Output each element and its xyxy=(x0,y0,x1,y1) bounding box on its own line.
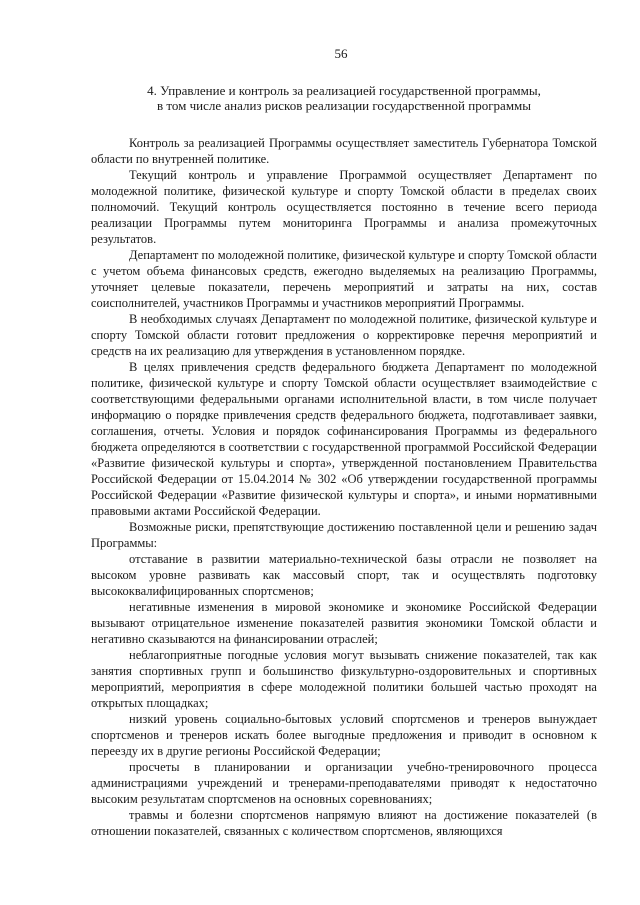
body-text xyxy=(91,135,597,839)
paragraph: В целях привлечения средств федерального бюджета Департамент по молодежной политике, физической культуре и спорту Томской области осуществляет взаимодействие с соответствующими федеральными органами исполнительной власти, в том числе получает информацию о порядке привлечения средств федерального бюджета, подготавливает заявки, соглашения, отчеты. Условия и порядок софинансирования Программы из федерального бюджета определяются в соответствии с государственной программой Российской Федерации «Развитие физической культуры и спорта», утвержденной постановлением Правительства Российской Федерации от 15.04.2014 № 302 «Об утверждении государственной программы Российской Федерации «Развитие физической культуры и спорта», и иными нормативными правовыми актами Российской Федерации. xyxy=(91,360,597,518)
paragraph: просчеты в планировании и организации учебно-тренировочного процесса администрациями учреждений и тренерами-преподавателями приводят к недостаточно высоким результатам спортсменов на основных соревнованиях; xyxy=(91,760,597,806)
paragraph: травмы и болезни спортсменов напрямую влияют на достижение показателей (в отношении показателей, связанных с количеством спортсменов, являющихся xyxy=(91,808,597,838)
section-heading-line-2: в том числе анализ рисков реализации государственной программы xyxy=(156,98,532,113)
section-heading xyxy=(91,83,597,113)
paragraph: неблагоприятные погодные условия могут вызывать снижение показателей, так как занятия спортивных групп и большинство физкультурно-оздоровительных и спортивных мероприятий, мероприятия в сфере молодежной политики большей частью проходят на открытых площадках; xyxy=(91,648,597,710)
paragraph: Департамент по молодежной политике, физической культуре и спорту Томской области с учетом объема финансовых средств, ежегодно выделяемых на реализацию Программы, уточняет целевые показатели, перечень мероприятий и затраты на них, состав соисполнителей, участников Программы и участников мероприятий Программы. xyxy=(91,248,597,310)
paragraph: Контроль за реализацией Программы осуществляет заместитель Губернатора Томской области по внутренней политике. xyxy=(91,136,597,166)
paragraph: В необходимых случаях Департамент по молодежной политике, физической культуре и спорту Томской области готовит предложения о корректировке перечня мероприятий и средств на их реализацию для утверждения в установленном порядке. xyxy=(91,312,597,358)
section-heading-line-1: 4. Управление и контроль за реализацией государственной программы, xyxy=(147,83,541,98)
paragraph: негативные изменения в мировой экономике и экономике Российской Федерации вызывают отрицательное изменение показателей развития экономики Томской области и негативно сказываются на финансировании отраслей; xyxy=(91,600,597,646)
paragraph: Возможные риски, препятствующие достижению поставленной цели и решению задач Программы: xyxy=(91,520,597,550)
paragraph: Текущий контроль и управление Программой осуществляет Департамент по молодежной политике, физической культуре и спорту Томской области в пределах своих полномочий. Текущий контроль осуществляется постоянно в течение всего периода реализации Программы путем мониторинга Программы и анализа промежуточных результатов. xyxy=(91,168,597,246)
paragraph: низкий уровень социально-бытовых условий спортсменов и тренеров вынуждает спортсменов и тренеров искать более выгодные предложения и приводит в основном к переезду их в другие регионы Российской Федерации; xyxy=(91,712,597,758)
paragraph: отставание в развитии материально-технической базы отрасли не позволяет на высоком уровне развивать как массовый спорт, так и осуществлять подготовку высококвалифицированных спортсменов; xyxy=(91,552,597,598)
page-number: 56 xyxy=(334,46,348,61)
